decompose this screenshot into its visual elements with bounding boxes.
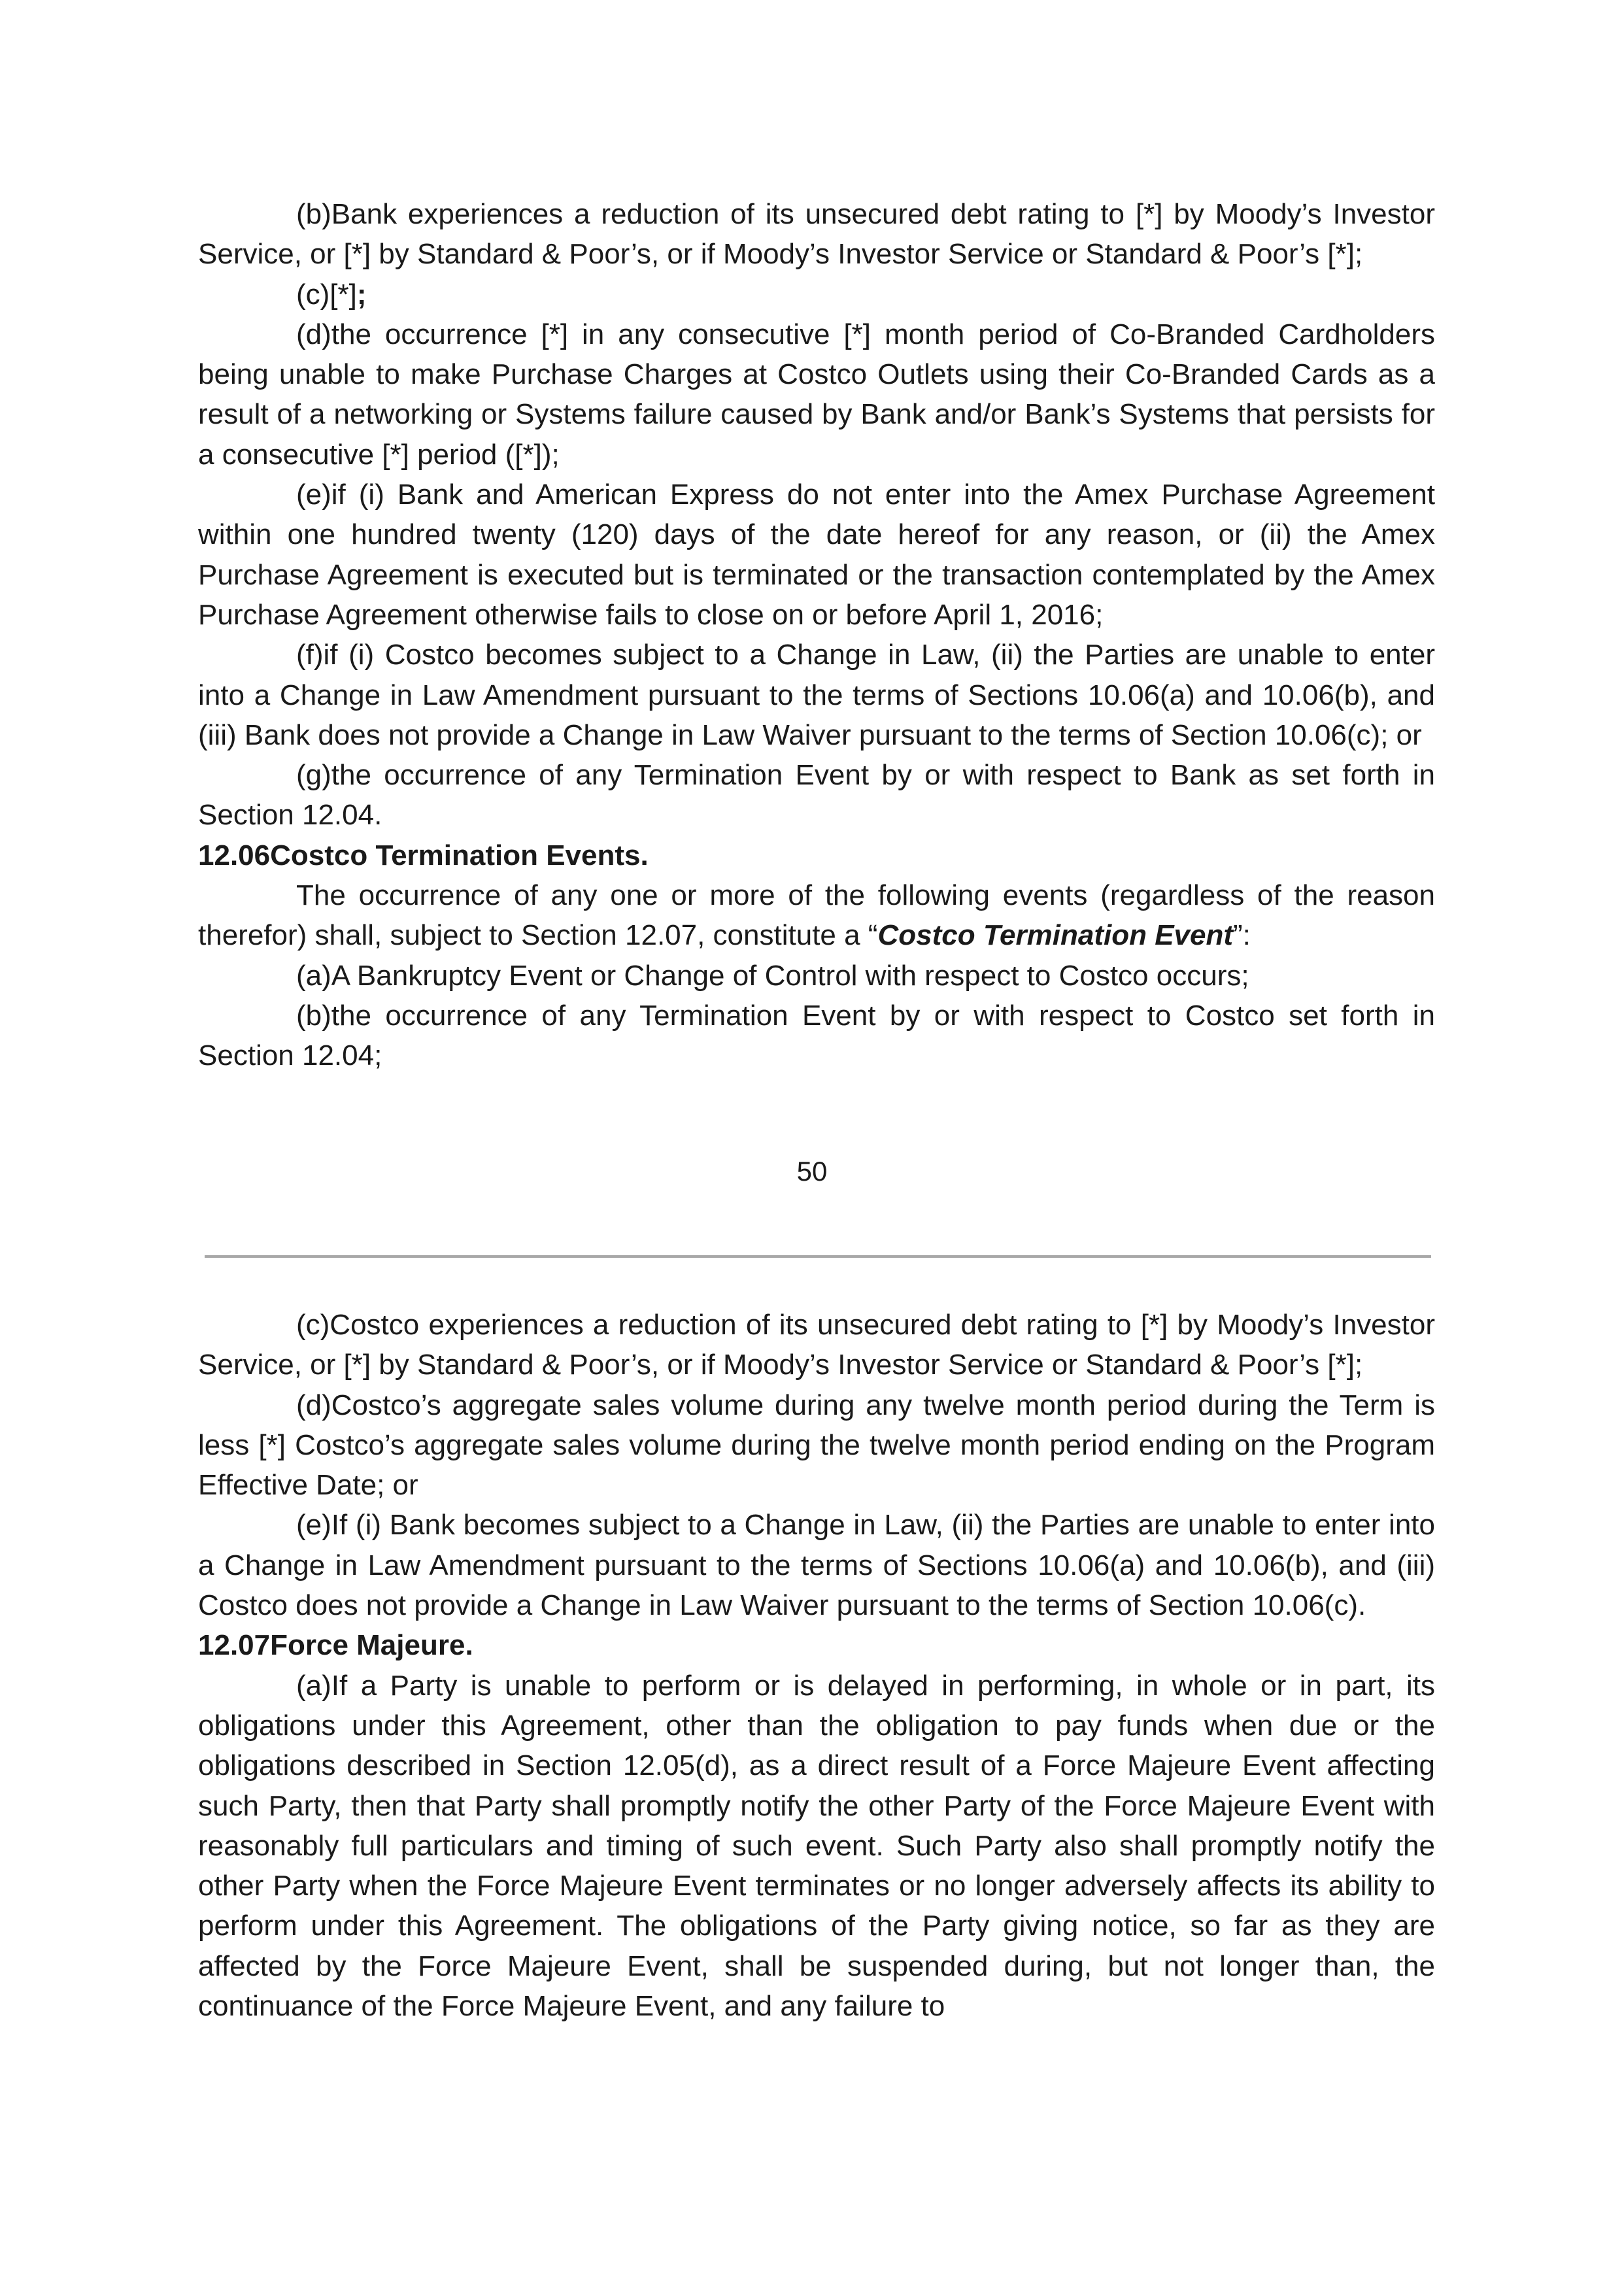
intro-text-after: ”: bbox=[1233, 919, 1251, 952]
paragraph-force-majeure-a: (a)If a Party is unable to perform or is delayed in performing, in whole or in part, its obligations under this Agreement, other than the obligation to pay funds when due or the obligations described in Section 12.05(d), as a direct result of a Force Majeure Event affecting such Party, then that Party shall promptly notify the other Party of the Force Majeure Event with reasonably full particulars and timing of such event. Such Party also shall promptly notify the other Party when the Force Majeure Event terminates or no longer adversely affects its ability to perform under this Agreement. The obligations of the Party giving notice, so far as they are affected by the Force Majeure Event, shall be suspended during, but not longer than, the continuance of the Force Majeure Event, and any failure to bbox=[198, 1669, 1435, 2023]
page-1-text bbox=[198, 194, 1435, 1076]
paragraph-costco-d: (d)Costco’s aggregate sales volume during any twelve month period during the Term is less [*] Costco’s aggregate sales volume during the twelve month period ending on the Program Effective Date; or bbox=[198, 1389, 1435, 1502]
paragraph-costco-a: (a)A Bankruptcy Event or Change of Control with respect to Costco occurs; bbox=[296, 959, 1249, 992]
paragraph-bank-g: (g)the occurrence of any Termination Event by or with respect to Bank as set forth in Section 12.04. bbox=[198, 759, 1435, 832]
paragraph-bank-d: (d)the occurrence [*] in any consecutive [*] month period of Co-Branded Cardholders being unable to make Purchase Charges at Costco Outlets using their Co-Branded Cards as a result of a networking or Systems failure caused by Bank and/or Bank’s Systems that persists for a consecutive [*] period ([*]); bbox=[198, 318, 1435, 471]
paragraph-costco-c: (c)Costco experiences a reduction of its unsecured debt rating to [*] by Moody’s Investor Service, or [*] by Standard & Poor’s, or if Moody’s Investor Service or Standard & Poor’s [*]; bbox=[198, 1309, 1435, 1381]
paragraph-costco-b: (b)the occurrence of any Termination Event by or with respect to Costco set forth in Section 12.04; bbox=[198, 999, 1435, 1072]
paragraph-bank-f: (f)if (i) Costco becomes subject to a Change in Law, (ii) the Parties are unable to enter into a Change in Law Amendment pursuant to the terms of Sections 10.06(a) and 10.06(b), and (iii) Bank does not provide a Change in Law Waiver pursuant to the terms of Section 10.06(c); or bbox=[198, 639, 1435, 751]
intro-text-before: The occurrence of any one or more of the following events (regardless of the reason therefor) shall, subject to Section 12.07, constitute a “ bbox=[198, 879, 1435, 952]
paragraph-bank-c-text: (c)[*] bbox=[296, 278, 357, 311]
page-number: 50 bbox=[796, 1156, 828, 1187]
paragraph-costco-e: (e)If (i) Bank becomes subject to a Change in Law, (ii) the Parties are unable to enter into a Change in Law Amendment pursuant to the terms of Sections 10.06(a) and 10.06(b), and (iii) Costco does not provide a Change in Law Waiver pursuant to the terms of Section 10.06(c). bbox=[198, 1509, 1435, 1622]
section-12-06-intro bbox=[198, 875, 1435, 956]
paragraph-bank-b: (b)Bank experiences a reduction of its unsecured debt rating to [*] by Moody’s Investor Service, or [*] by Standard & Poor’s, or if Moody’s Investor Service or Standard & Poor’s [*]; bbox=[198, 198, 1435, 271]
page-separator bbox=[205, 1255, 1431, 1258]
page-2-text bbox=[198, 1305, 1435, 2026]
paragraph-bank-e: (e)if (i) Bank and American Express do not enter into the Amex Purchase Agreement within one hundred twenty (120) days of the date hereof for any reason, or (ii) the Amex Purchase Agreement is executed but is terminated or the transaction contemplated by the Amex Purchase Agreement otherwise fails to close on or before April 1, 2016; bbox=[198, 479, 1435, 631]
section-heading-12-06: 12.06Costco Termination Events. bbox=[198, 839, 649, 871]
paragraph-bank-c-semicolon: ; bbox=[356, 278, 367, 311]
paragraph-bank-c bbox=[198, 275, 1435, 314]
defined-term-costco-termination-event: Costco Termination Event bbox=[877, 919, 1234, 952]
section-heading-12-07: 12.07Force Majeure. bbox=[198, 1629, 473, 1662]
